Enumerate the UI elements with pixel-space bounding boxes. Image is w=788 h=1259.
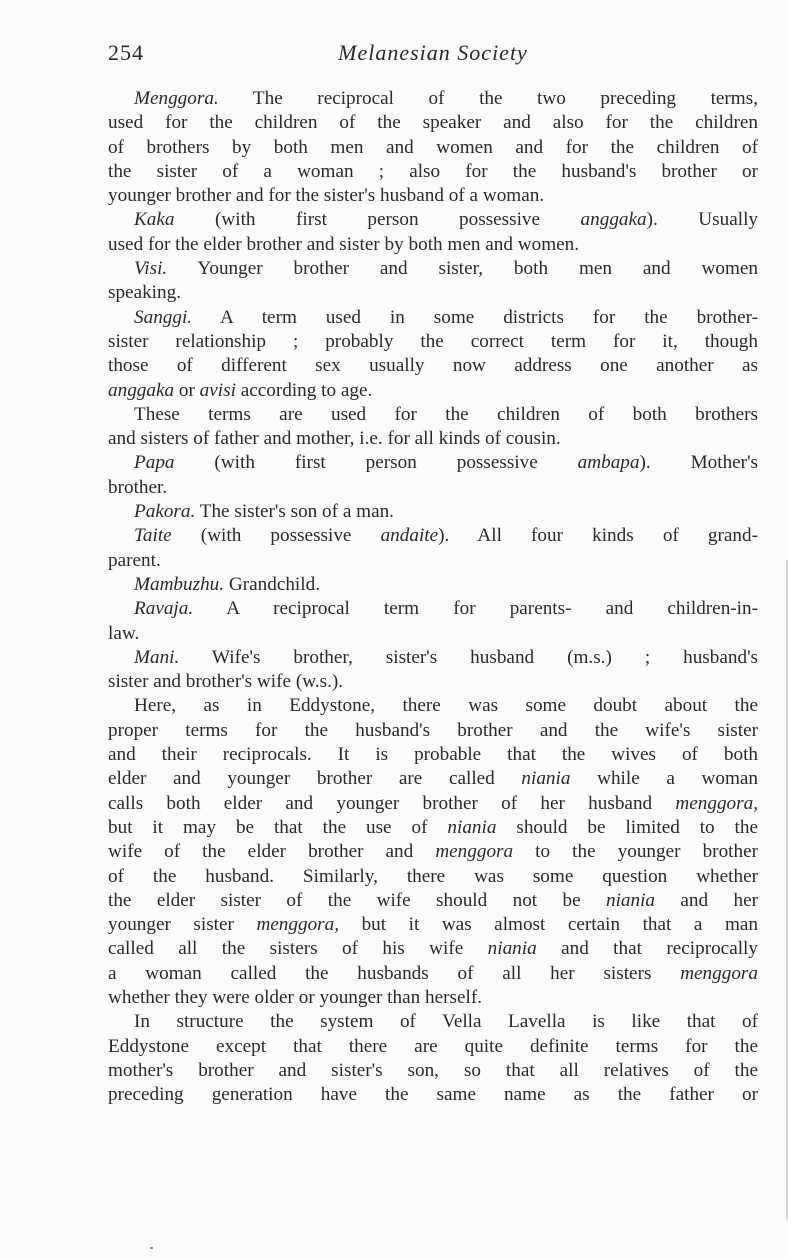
text-line xyxy=(108,354,758,378)
text-line xyxy=(108,136,758,160)
text-line xyxy=(108,476,758,500)
text-line xyxy=(108,1059,758,1083)
text-run: and that reciprocally xyxy=(536,938,758,960)
text-line xyxy=(108,1010,758,1034)
italic-term: niania xyxy=(487,938,537,960)
text-run: proper terms for the husband's brother and the wife's sister xyxy=(108,719,758,741)
paragraph xyxy=(108,306,758,403)
paragraph xyxy=(108,257,758,306)
italic-term: Mambuzhu. xyxy=(134,573,225,595)
paragraph xyxy=(108,646,758,695)
italic-term: menggora, xyxy=(675,792,758,814)
text-run: and sisters of father and mother, i.e. for all kinds of cousin. xyxy=(108,428,561,450)
text-run: of brothers by both men and women and for the children of xyxy=(108,136,758,158)
text-run: used for the children of the speaker and also for the children xyxy=(108,112,758,134)
text-run: ). All four kinds of grand- xyxy=(438,525,758,547)
scan-speck xyxy=(150,1247,153,1249)
text-run: younger brother and for the sister's husband of a woman. xyxy=(108,185,545,207)
text-run: called all the sisters of his wife xyxy=(108,938,488,960)
text-run: (with possessive xyxy=(171,525,381,547)
text-line xyxy=(108,403,758,427)
text-line xyxy=(108,767,758,791)
text-run: law. xyxy=(108,622,140,644)
text-line xyxy=(108,281,758,305)
text-line xyxy=(108,646,758,670)
paragraph xyxy=(108,597,758,646)
text-line xyxy=(108,524,758,548)
italic-term: andaite xyxy=(380,525,439,547)
text-line xyxy=(108,840,758,864)
text-line xyxy=(108,306,758,330)
italic-term: anggaka xyxy=(580,209,647,231)
text-run: parent. xyxy=(108,549,161,571)
text-line xyxy=(108,111,758,135)
text-run: used for the elder brother and sister by both men and women. xyxy=(108,233,580,255)
italic-term: menggora, xyxy=(256,914,340,936)
text-run: The sister's son of a man. xyxy=(195,501,394,523)
paragraph xyxy=(108,451,758,500)
text-line xyxy=(108,937,758,961)
italic-term: Mani. xyxy=(134,646,180,668)
paragraph xyxy=(108,500,758,524)
paragraph xyxy=(108,1010,758,1107)
text-run: In structure the system of Vella Lavella is like that of xyxy=(134,1011,758,1033)
text-run: ). Mother's xyxy=(639,452,758,474)
text-line xyxy=(108,500,758,524)
text-run: a woman called the husbands of all her sisters xyxy=(108,962,681,984)
page-number: 254 xyxy=(108,40,144,65)
paragraph xyxy=(108,403,758,452)
text-run: the elder sister of the wife should not be xyxy=(108,889,606,911)
paragraph xyxy=(108,87,758,208)
text-run: wife of the elder brother and xyxy=(108,841,436,863)
text-run: (with first person possessive xyxy=(174,452,578,474)
running-title: Melanesian Society xyxy=(338,40,528,65)
text-run: Wife's brother, sister's husband (m.s.) ; husband's xyxy=(179,646,758,668)
text-run: These terms are used for the children of both brothers xyxy=(134,403,758,425)
italic-term: menggora xyxy=(435,841,514,863)
paragraph xyxy=(108,524,758,573)
text-run: whether they were older or younger than herself. xyxy=(108,986,483,1008)
text-line xyxy=(108,865,758,889)
text-line xyxy=(108,184,758,208)
text-run: but it was almost certain that a man xyxy=(339,914,758,936)
italic-term: niania xyxy=(447,816,497,838)
text-run: Younger brother and sister, both men and women xyxy=(167,258,758,280)
text-line xyxy=(108,889,758,913)
text-run: sister relationship ; probably the correct term for it, though xyxy=(108,330,758,352)
text-run: while a woman xyxy=(570,768,758,790)
text-run: of the husband. Similarly, there was some question whether xyxy=(108,865,758,887)
italic-term: Kaka xyxy=(134,209,175,231)
text-line xyxy=(108,87,758,111)
italic-term: Pakora. xyxy=(134,501,196,523)
text-line xyxy=(108,719,758,743)
text-line xyxy=(108,597,758,621)
text-run: those of different sex usually now address one another as xyxy=(108,355,758,377)
italic-term: avisi xyxy=(199,379,236,401)
text-line xyxy=(108,694,758,718)
text-run: preceding generation have the same name as the father or xyxy=(108,1084,758,1106)
text-run: the sister of a woman ; also for the husband's brother or xyxy=(108,160,758,182)
text-line xyxy=(108,549,758,573)
text-line xyxy=(108,160,758,184)
text-line xyxy=(108,962,758,986)
italic-term: anggaka xyxy=(108,379,175,401)
text-run: calls both elder and younger brother of her husband xyxy=(108,792,676,814)
text-run: Grandchild. xyxy=(224,573,320,595)
text-line xyxy=(108,986,758,1010)
text-line xyxy=(108,913,758,937)
text-run: brother. xyxy=(108,476,168,498)
italic-term: menggora xyxy=(680,962,758,984)
text-run: elder and younger brother are called xyxy=(108,768,522,790)
italic-term: Papa xyxy=(134,452,175,474)
text-line xyxy=(108,816,758,840)
text-run: and their reciprocals. It is probable that the wives of both xyxy=(108,744,758,766)
text-run: to the younger brother xyxy=(513,841,758,863)
italic-term: Sanggi. xyxy=(134,306,193,328)
italic-term: ambapa xyxy=(577,452,640,474)
text-run: Eddystone except that there are quite definite terms for the xyxy=(108,1035,758,1057)
text-run: speaking. xyxy=(108,282,182,304)
page-header xyxy=(108,40,758,70)
text-run: younger sister xyxy=(108,914,257,936)
text-run: according to age. xyxy=(235,379,373,401)
paragraph xyxy=(108,694,758,1010)
text-line xyxy=(108,427,758,451)
text-run: but it may be that the use of xyxy=(108,816,448,838)
text-run: and her xyxy=(655,889,758,911)
text-line xyxy=(108,379,758,403)
paragraph xyxy=(108,573,758,597)
text-line xyxy=(108,1083,758,1107)
text-run: ). Usually xyxy=(646,209,758,231)
text-line xyxy=(108,208,758,232)
text-line xyxy=(108,573,758,597)
text-line xyxy=(108,330,758,354)
text-run: (with first person possessive xyxy=(174,209,581,231)
italic-term: Menggora. xyxy=(134,88,219,109)
text-line xyxy=(108,1035,758,1059)
text-run: sister and brother's wife (w.s.). xyxy=(108,671,344,693)
text-line xyxy=(108,257,758,281)
text-line xyxy=(108,622,758,646)
paragraph xyxy=(108,208,758,257)
italic-term: niania xyxy=(521,768,571,790)
text-run: or xyxy=(174,379,200,401)
italic-term: Taite xyxy=(134,525,172,547)
page-body xyxy=(108,87,758,1107)
italic-term: Ravaja. xyxy=(134,598,194,620)
text-run: mother's brother and sister's son, so that all relatives of the xyxy=(108,1059,758,1081)
italic-term: Visi. xyxy=(134,258,168,280)
text-run: Here, as in Eddystone, there was some doubt about the xyxy=(134,695,758,717)
italic-term: niania xyxy=(605,889,656,911)
text-run: A reciprocal term for parents- and children-in- xyxy=(193,598,758,620)
text-run: should be limited to the xyxy=(496,816,758,838)
text-line xyxy=(108,743,758,767)
text-line xyxy=(108,451,758,475)
text-line xyxy=(108,792,758,816)
text-run: The reciprocal of the two preceding terms, xyxy=(218,88,758,109)
text-line xyxy=(108,670,758,694)
text-run: A term used in some districts for the brother- xyxy=(192,306,758,328)
text-line xyxy=(108,233,758,257)
